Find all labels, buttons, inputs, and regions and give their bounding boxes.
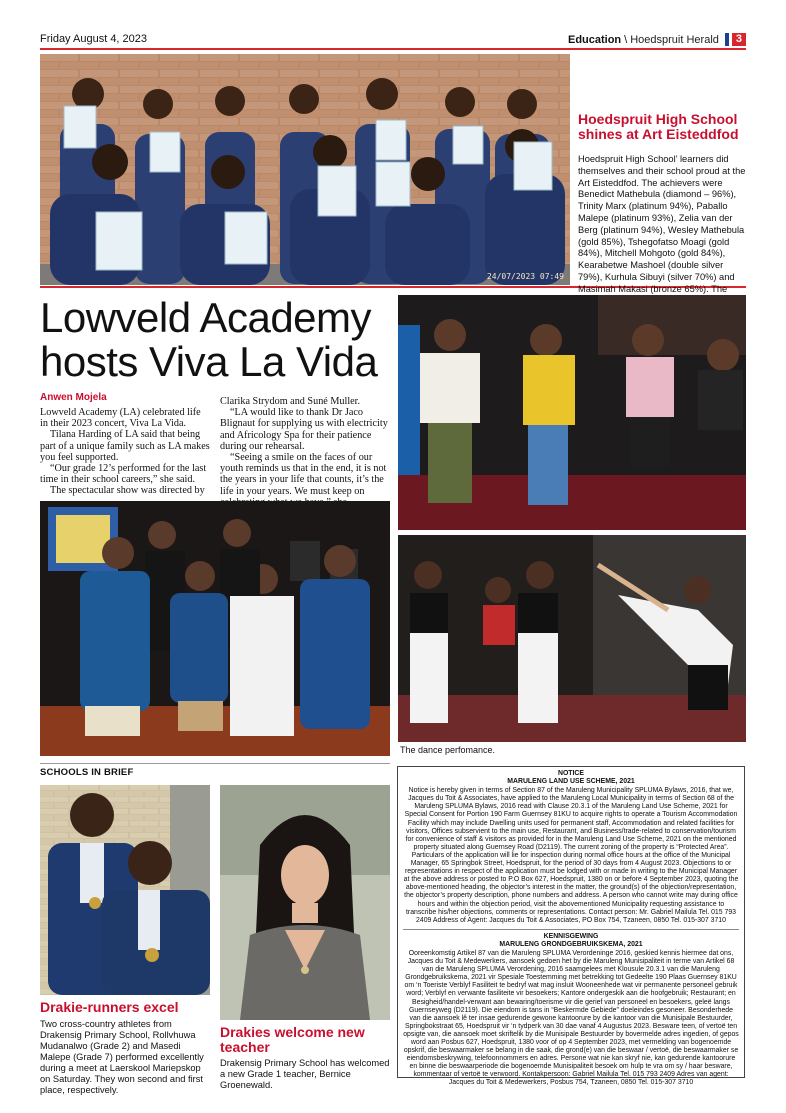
notice-title: NOTICE <box>557 770 585 777</box>
photo-timestamp: 24/07/2023 07:49 <box>486 272 564 281</box>
body-paragraph: “Seeing a smile on the faces of our youth reminds us that in the end, it is not the years in your life that counts, it’s the life in your years. We must keep on <box>220 452 387 497</box>
body-paragraph: “LA would like to thank Dr Jaco Blignaut for supplying us with electricity and Africology Spa for their patience during our rehearsal. <box>220 407 388 452</box>
masthead-strip <box>568 33 746 46</box>
issue-date: Friday August 4, 2023 <box>40 33 148 45</box>
dance-caption: The dance perfomance. <box>400 745 496 755</box>
brand-bar <box>725 33 729 46</box>
notice-english-text: Notice is hereby given in terms of Section 87 of the Maruleng Municipality SPLUMA Bylaws, 2016, that we, Jacques du Toit & Associates, have applied to the Maruleng Local Municipality in terms of Section 68 of the Maruleng SPLUMA Bylaws, 2016 read with Clause 20.3.1 of the Maruleng Land Use Scheme, 2021 for Special Consent for Portion 190 Farm Guernsey 81KU to acquire rights to operate a Tourism Accommodation Facility which may include Dwelling units used for permanent staff, Accommodation and related facilities for visitors, Offices subservient to the main use, Restaurant, and Business/trade-related to conservation/tourism for convenience of staff & visitors as provided for in the Maruleng Land Use Scheme, 2021 on the mentioned property situated along Guernsey Road (D2119). The current zoning of the property is “Protected Area”. Particulars of the application will lie for inspection during normal office hours at the office of the Municipal Manager, 65 Springbok Street, Hoedspruit, for the period of 30 days from 4 August 2023. Objections to or representations in respect of the application must be lodged with or made in writing to the Municipal Manager at the above address or posted to P.O Box 627, Hoedspruit, 1380 on or before 4 September 2023, quoting the above-mentioned heading, the objector’s interest in the matter, the ground(s) of the objection/representation, the objector’s property description, phone numbers and address. A person who cannot write may during office hours and within the objection period, visit the abovementioned Municipality requesting assistance to transcribe his/her objections, comments or representations. Contact person: Mr. Gabriel Mailula Tel. 015 793 2409 Address of Agent: Jacques du Toit & Associates, PO Box 754, Tzaneen, 0850 Tel. 015-307 3710 <box>403 787 739 924</box>
legal-notice-box <box>397 766 745 1087</box>
main-headline <box>40 296 400 384</box>
main-headline-line2: hosts Viva La Vida <box>40 338 378 385</box>
kennisgewing-title: KENNISGEWING <box>543 932 599 940</box>
brief-rule <box>40 763 390 764</box>
teacher-headline: Drakies welcome new teacher <box>220 1024 365 1055</box>
notice-divider <box>403 929 739 930</box>
page-number: 3 <box>732 33 746 46</box>
art-body: Hoedspruit High School’ learners did themselves and their school proud at the Art Eisteddfod. The achievers were Benedict Mathebula (diamond – 96%), Trinity Marx (platinum 94%), Paballo Malepe (platinum 93%), Zelia van der Berg (platinum 94%), Wesley Mathebula (gold 85%), Tshegofatso Moagi (gold 84%), Mitchell Mohgoto (gold 84%), Kearabetwe Mashoel (double silver 79%), Kurhula Sibuyi (silver 70%) and Masimah Makasi (bronze 65%). The <box>578 154 746 294</box>
drakie-runners-photo <box>40 785 210 995</box>
section-separator: \ <box>624 33 628 46</box>
new-teacher-photo <box>220 785 390 1020</box>
drakie-body: Two cross-country athletes from Drakensig Primary School, Rollvhuwa Mudanalwo (Grade 2) and Masedi Malepe (Grade 7) performed excellently during a meet at Laerskool Mariepskop on Saturday. They won second and first place, respectively. <box>40 1019 204 1095</box>
section-label: Education <box>567 33 622 46</box>
publication-name: Hoedspruit Herald <box>630 33 719 46</box>
students-group-photo <box>40 501 390 756</box>
notice-subtitle: MARULENG LAND USE SCHEME, 2021 <box>507 778 635 786</box>
body-paragraph: The spectacular show was directed by <box>50 485 205 497</box>
schools-in-brief-label: SCHOOLS IN BRIEF <box>40 767 134 778</box>
byline: Anwen Mojela <box>40 392 107 403</box>
art-eisteddfod-photo <box>40 54 570 285</box>
main-headline-line1: Lowveld Academy <box>40 294 372 341</box>
art-headline: Hoedspruit High School shines at Art Eisteddfod <box>578 111 739 142</box>
body-paragraph: Clarika Strydom and Suné Muller. <box>220 396 361 407</box>
body-paragraph: Lowveld Academy (LA) celebrated life in their 2023 concert, Viva La Vida. <box>40 407 201 430</box>
concert-photo <box>398 295 746 530</box>
body-paragraph: “Our grade 12’s performed for the last time in their school careers,” she said. <box>40 463 207 486</box>
body-paragraph: Tilana Harding of LA said that being part of a unique family such as LA makes you feel supported. <box>40 429 210 463</box>
teacher-body: Drakensig Primary School has welcomed a new Grade 1 teacher, Bernice Groenewald. <box>220 1058 390 1090</box>
kennisgewing-subtitle: MARULENG GRONDGEBRUIKSKEMA, 2021 <box>499 940 643 948</box>
drakie-headline: Drakie-runners excel <box>40 999 179 1015</box>
notice-afrikaans-text: Ooreenkomstig Artikel 87 van die Maruleng SPLUMA Verordeninge 2016, geskied kennis hiermee dat ons, Jacques du Toit & Medewerkers, aansoek gedoen het by die Maruleng Munisipaliteit in terme van Artikel 68 van die Maruleng SPLUMA Verordening, 2016 saamgelees met Klousule 20.3.1 van die Maruleng Grondgebruikskema, 2021 vir Spesiale Toestemming met betrekking tot Gedeelte 190 Plaas Guernsey 81KU om ‘n Toeriste Verblyf Fasiliteit te bedryf wat mag insluit Wooneenhede wat vir permanente personeel gebruik word; Verblyf en verwante fasiliteite vir besoekers; Kantore ondergeskik aan die hoofgebruik; Restaurant; en Besigheid/handel-verwant aan bewaring/toerisme vir die gerief van personeel en besoekers, geleë langs Guernseyweg (D2119). Die eiendom is tans in “Beskermde Gebiede” doeleindes gesoneer. Besonderhede van die aansoek lê ter insae gedurende gewone kantoorure by die kantoor van die Munisipale Bestuurder, Springbokstraat 65, Hoedspruit vir ‘n tydperk van 30 dae vanaf 4 Augustus 2023. Besware teen, of vertoë ten opsigte van, die aansoek moet skriftelik by die Munisipale Bestuurder by bovermelde adres ingedien, of gepos word aan Posbus 627, Hoedspruit, 1380 voor of op 4 September 2023, met vermelding van bogenoemde opskrif, die beswaarmaker se belang in die saak, die grond(e) van die beswaar / vertoë, die beswaarmaker se eiendomsbeskrywing, telefoonnommers en adres. Persone wat nie kan skryf nie, kan gedurende kantoorure en binne die beswaarperiode die bogenoemde Munisipaliteit besoek om hulp te vra om sy / haar besware, kommentaar of vertoë te verwoord. Kontakpersoon: Gabriel Mailula Tel. 015 793 2409 Adres van agent: Jacques du Toit & Medewerkers, Posbus 754, Tzaneen, 0850 Tel. 015-307 3710 <box>403 949 739 1087</box>
main-body-col1 <box>40 407 210 497</box>
dance-performance-photo <box>398 535 746 742</box>
header-rule <box>40 48 746 50</box>
